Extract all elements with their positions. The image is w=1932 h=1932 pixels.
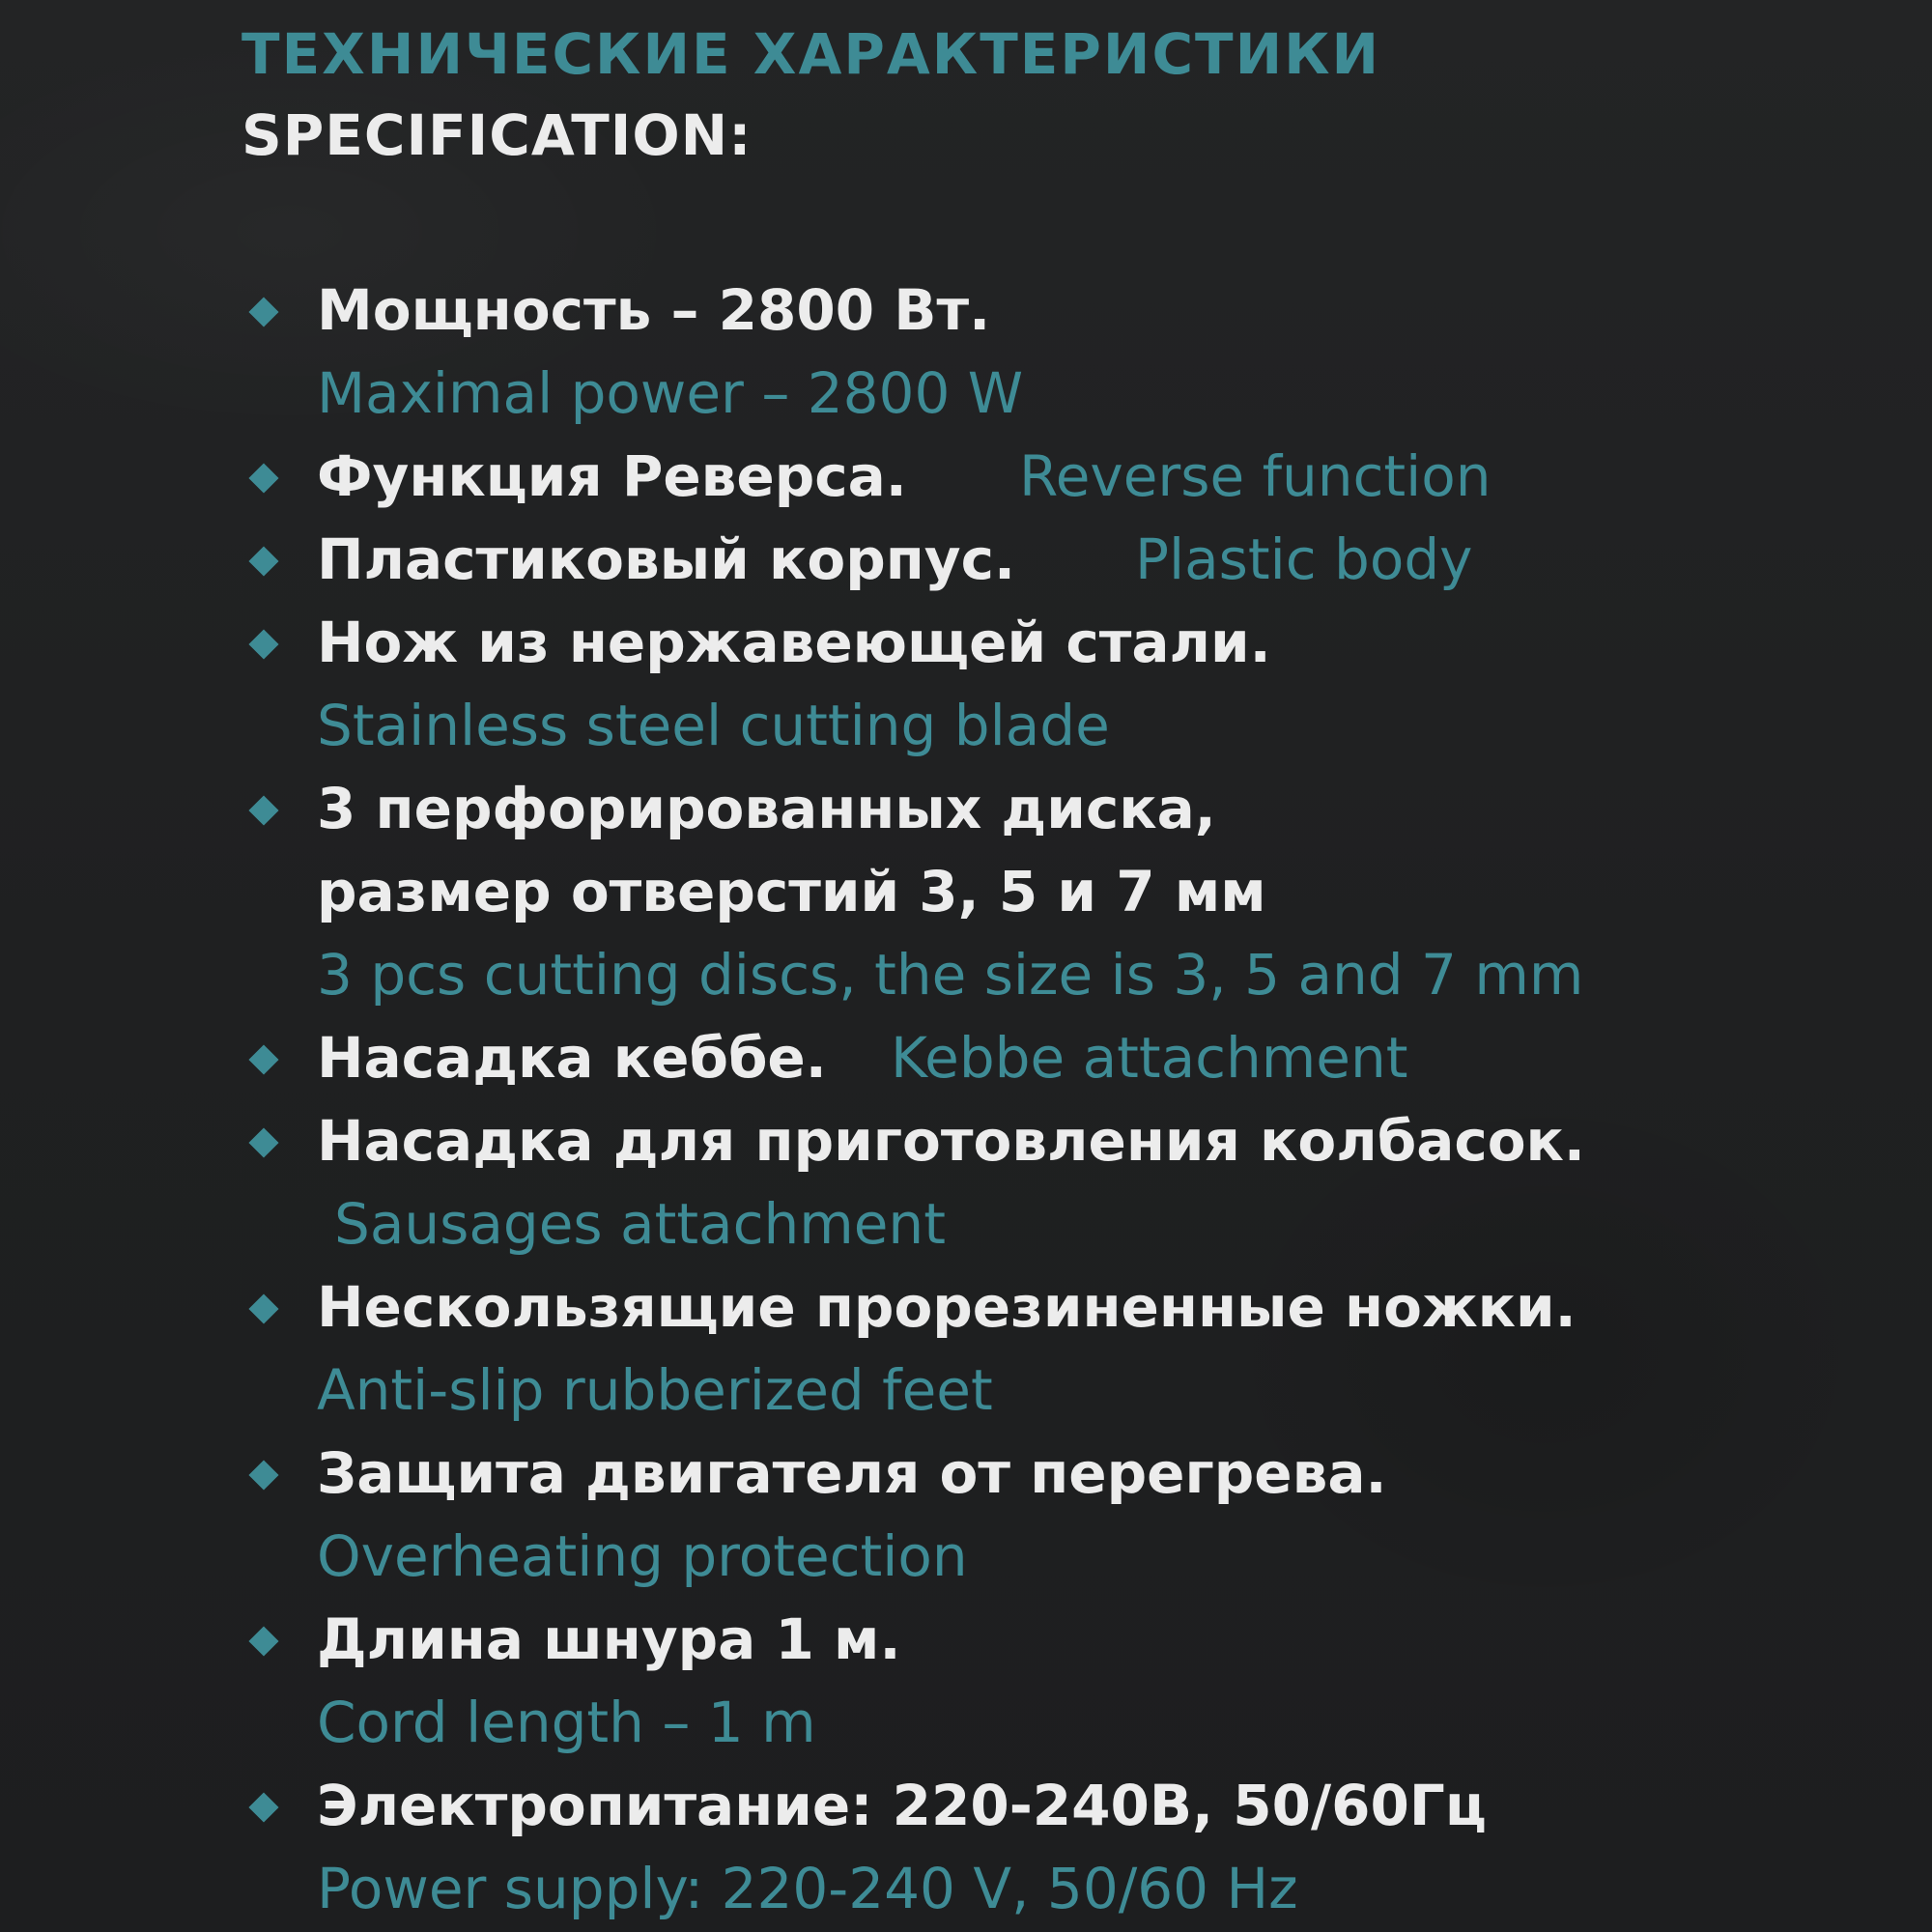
spec-sausages-en: Sausages attachment: [334, 1191, 946, 1257]
bullet-diamond-icon: [248, 546, 278, 576]
heading-ru: ТЕХНИЧЕСКИЕ ХАРАКТЕРИСТИКИ: [242, 21, 1381, 87]
spec-cord-ru: Длина шнура 1 м.: [317, 1606, 901, 1672]
spec-supply-ru: Электропитание: 220-240В, 50/60Гц: [317, 1773, 1487, 1838]
heading-en: SPECIFICATION:: [242, 102, 753, 168]
spec-blade-en: Stainless steel cutting blade: [317, 693, 1110, 758]
spec-kebbe-en: Kebbe attachment: [891, 1025, 1408, 1091]
bullet-diamond-icon: [248, 297, 278, 327]
bullet-diamond-icon: [248, 1127, 278, 1157]
spec-body-en: Plastic body: [1135, 526, 1473, 592]
spec-feet-ru: Нескользящие прорезиненные ножки.: [317, 1274, 1577, 1340]
spec-blade-ru: Нож из нержавеющей стали.: [317, 610, 1271, 675]
bullet-diamond-icon: [248, 1792, 278, 1822]
spec-power-en: Maximal power – 2800 W: [317, 360, 1024, 426]
spec-discs-ru-line2: размер отверстий 3, 5 и 7 мм: [317, 859, 1266, 924]
bullet-diamond-icon: [248, 1460, 278, 1490]
spec-sausages-ru: Насадка для приготовления колбасок.: [317, 1108, 1585, 1174]
spec-overheat-ru: Защита двигателя от перегрева.: [317, 1440, 1387, 1506]
spec-cord-en: Cord length – 1 m: [317, 1690, 816, 1755]
spec-discs-ru-line1: 3 перфорированных диска,: [317, 776, 1216, 841]
spec-reverse-en: Reverse function: [1019, 443, 1492, 509]
spec-feet-en: Anti-slip rubberized feet: [317, 1357, 993, 1423]
spec-body-ru: Пластиковый корпус.: [317, 526, 1016, 592]
spec-overheat-en: Overheating protection: [317, 1523, 968, 1589]
spec-kebbe-ru: Насадка кеббе.: [317, 1025, 827, 1091]
spec-power-ru: Мощность – 2800 Вт.: [317, 277, 991, 343]
bullet-diamond-icon: [248, 1626, 278, 1656]
bullet-diamond-icon: [248, 463, 278, 493]
bullet-diamond-icon: [248, 795, 278, 825]
spec-supply-en: Power supply: 220-240 V, 50/60 Hz: [317, 1856, 1298, 1921]
bullet-diamond-icon: [248, 1044, 278, 1074]
bullet-diamond-icon: [248, 1293, 278, 1323]
spec-discs-en: 3 pcs cutting discs, the size is 3, 5 and 7 mm: [317, 942, 1584, 1008]
spec-reverse-ru: Функция Реверса.: [317, 443, 907, 509]
bullet-diamond-icon: [248, 629, 278, 659]
